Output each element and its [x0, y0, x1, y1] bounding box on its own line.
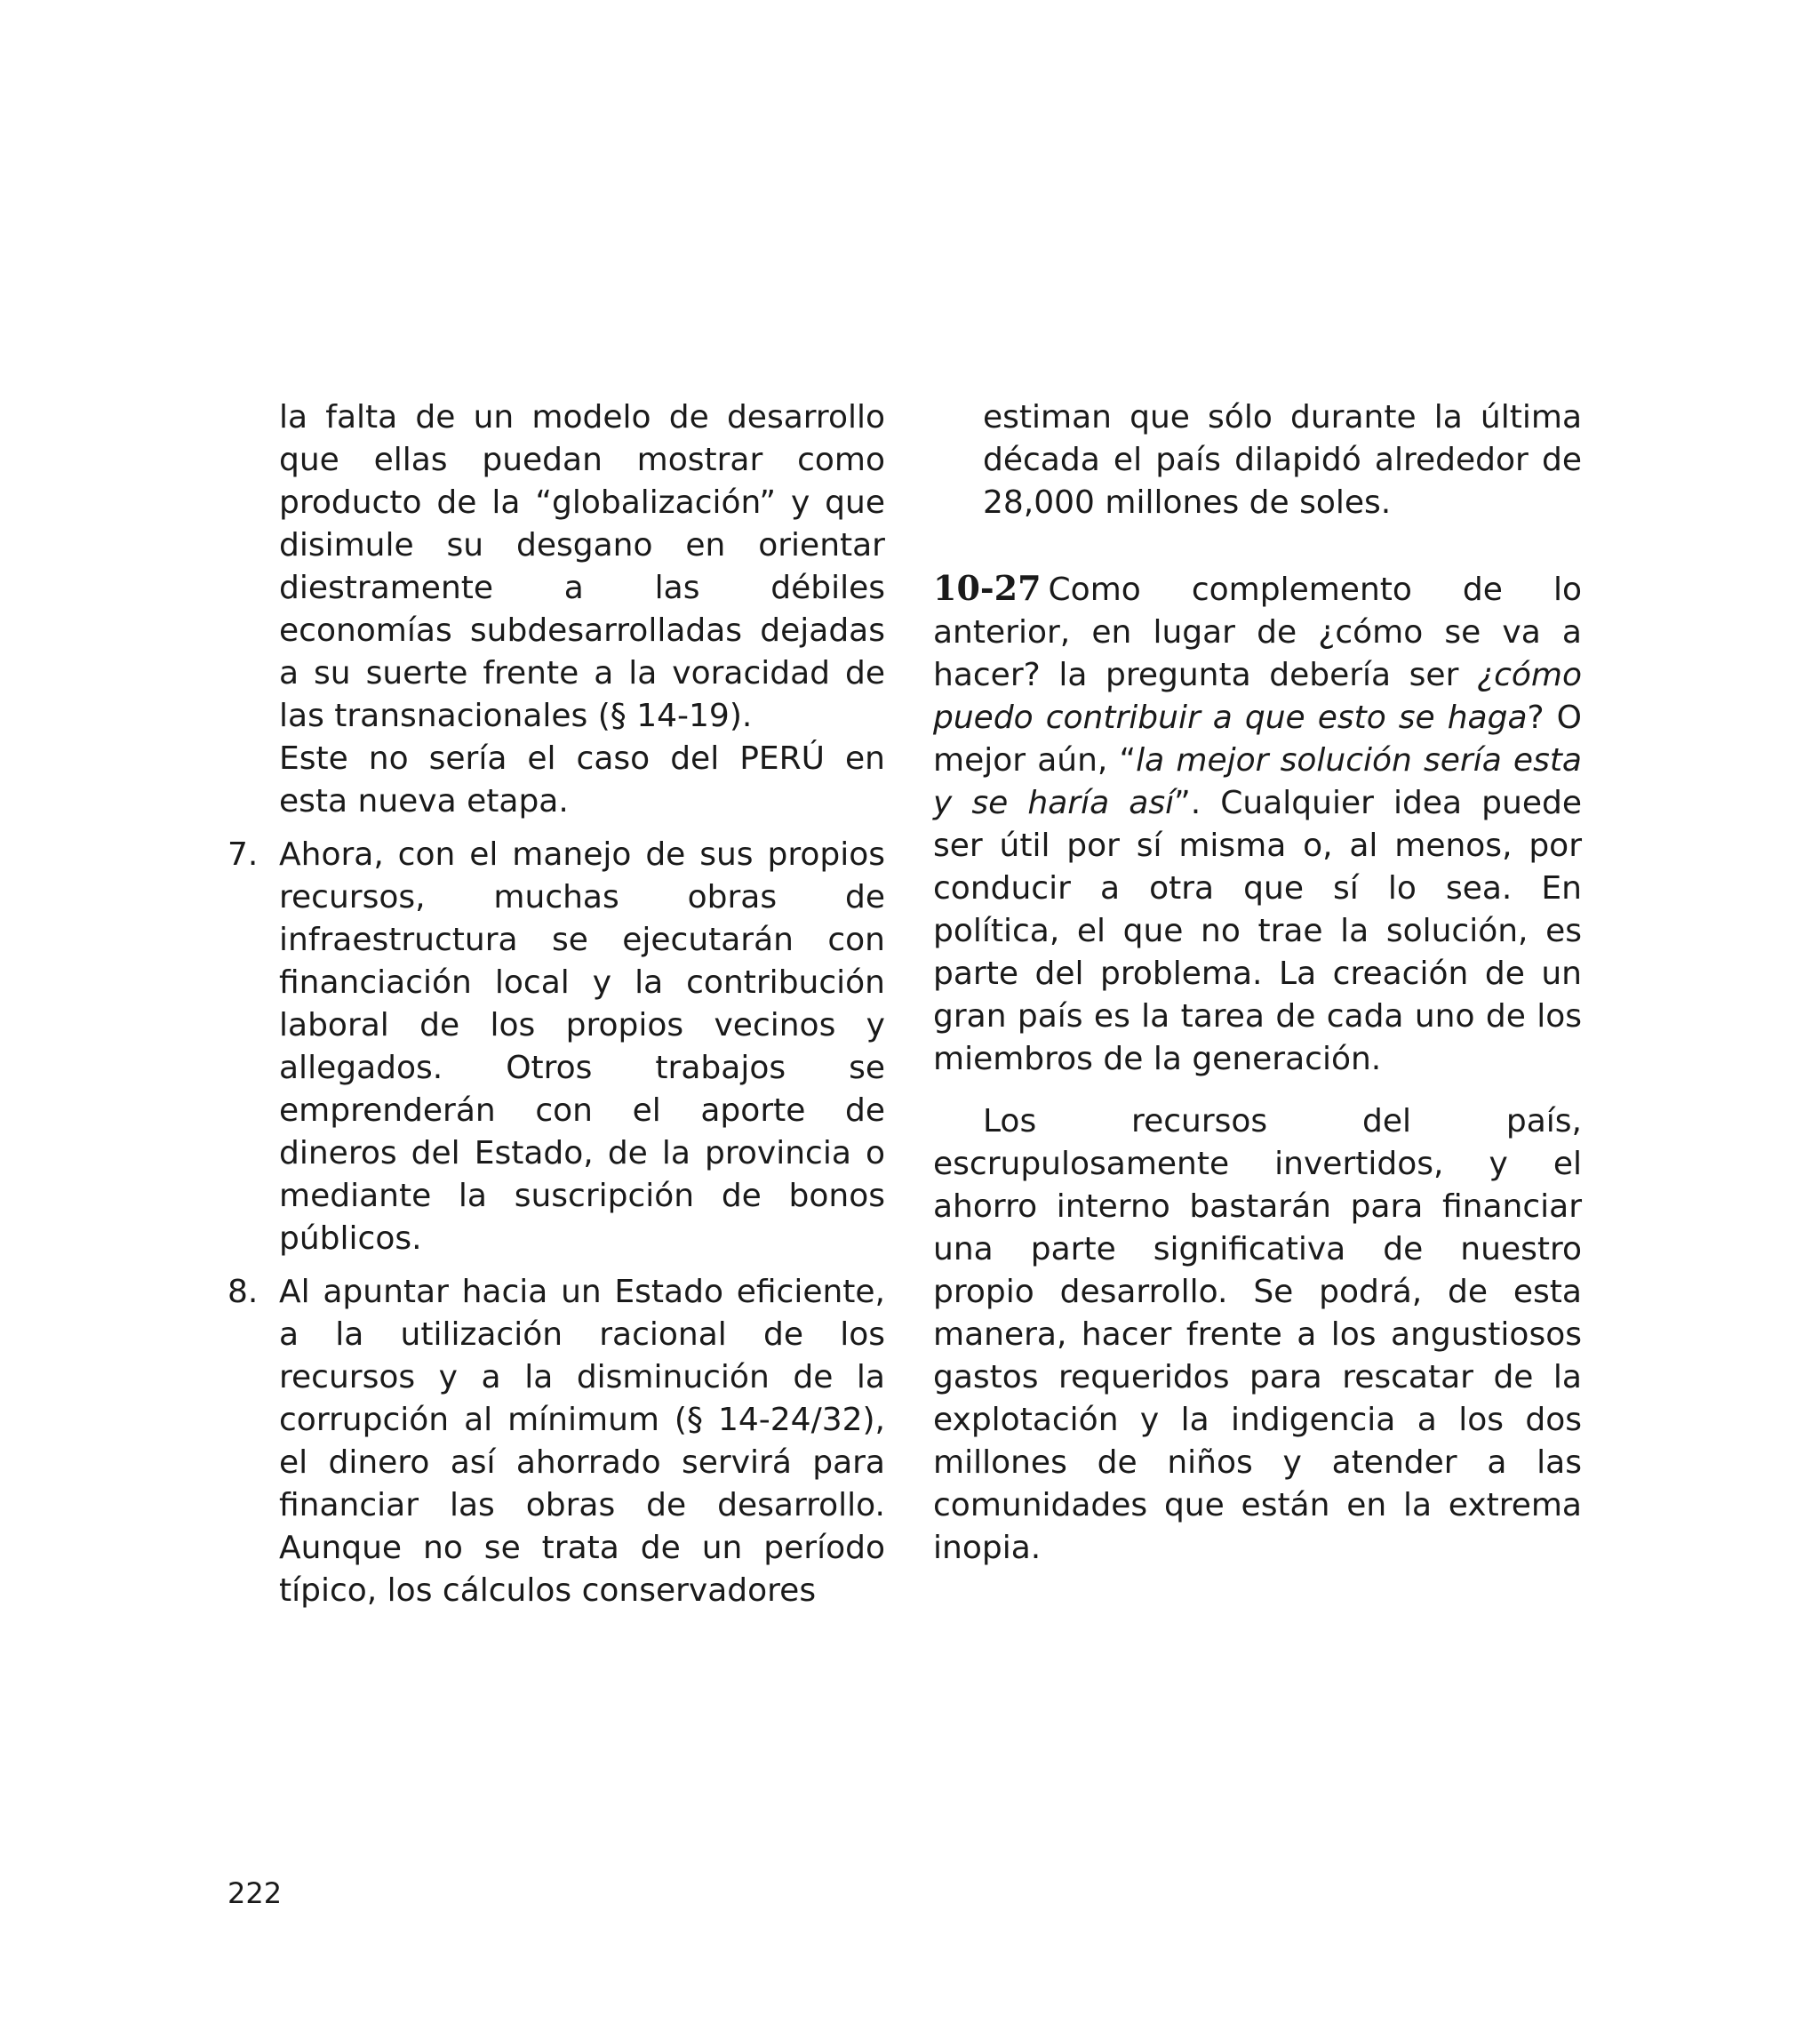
list-item-text: Al apuntar hacia un Estado eficiente, a la utilización racional de los recursos y a la disminución de la corrupción al mínimum (§ 14-24/32), el dinero así ahorrado servirá para financiar las obras de desarrollo. Aunque no se trata de un período típico, los cálculos conservadores — [279, 1274, 885, 1609]
section-number: 10-27 — [933, 568, 1042, 608]
page-number: 222 — [228, 1876, 283, 1910]
section-text-3: ”. Cualquier idea puede ser útil por sí misma o, al menos, por conducir a otra que sí lo sea. En política, el que no trae la solución, es parte del problema. La creación de un gran país es la tarea de cada uno de los miembros de la generación. — [933, 785, 1582, 1077]
right-column — [933, 396, 1582, 1570]
section-10-27 — [933, 567, 1582, 1081]
list-item — [228, 1271, 885, 1612]
section-text-1: Como complemento de lo anterior, en lugar de ¿cómo se va a hacer? la pregunta debería ser — [933, 572, 1582, 693]
section-text-2: ? O mejor aún, “ — [933, 700, 1582, 779]
section-italic-1: ¿cómo puedo contribuir a que esto se haga — [933, 657, 1582, 736]
section-italic-2: la mejor solución sería esta y se haría así — [933, 742, 1582, 821]
list-item — [228, 834, 885, 1260]
right-continuation-text: estiman que sólo durante la última década el país dilapidó alrededor de 28,000 millones de soles. — [983, 399, 1582, 521]
continuation-text: la falta de un modelo de desarrollo que ellas puedan mostrar como producto de la “globalización” y que disimule su desgano en orientar diestramente a las débiles economías subdesarrolladas dejadas a su suerte frente a la voracidad de las transnacionales (§ 14-19). — [279, 399, 885, 734]
list-item-number: 8. — [228, 1274, 259, 1310]
list-item-text: Ahora, con el manejo de sus propios recursos, muchas obras de infraestructura se ejecutarán con financiación local y la contribución laboral de los propios vecinos y allegados. Otros trabajos se emprenderán con el aporte de dineros del Estado, de la provincia o mediante la suscripción de bonos públicos. — [279, 836, 885, 1257]
continuation-text-2: Este no sería el caso del PERÚ en esta nueva etapa. — [279, 740, 885, 820]
list-item-number: 7. — [228, 836, 259, 873]
left-column — [228, 396, 885, 1612]
body-paragraph: Los recursos del país, escrupulosamente invertidos, y el ahorro interno bastarán para financiar una parte significativa de nuestro propio desarrollo. Se podrá, de esta manera, hacer frente a los angustiosos gastos requeridos para rescatar de la explotación y la indigencia a los dos millones de niños y atender a las comunidades que están en la extrema inopia. — [933, 1103, 1582, 1566]
continuation-block — [228, 396, 885, 823]
